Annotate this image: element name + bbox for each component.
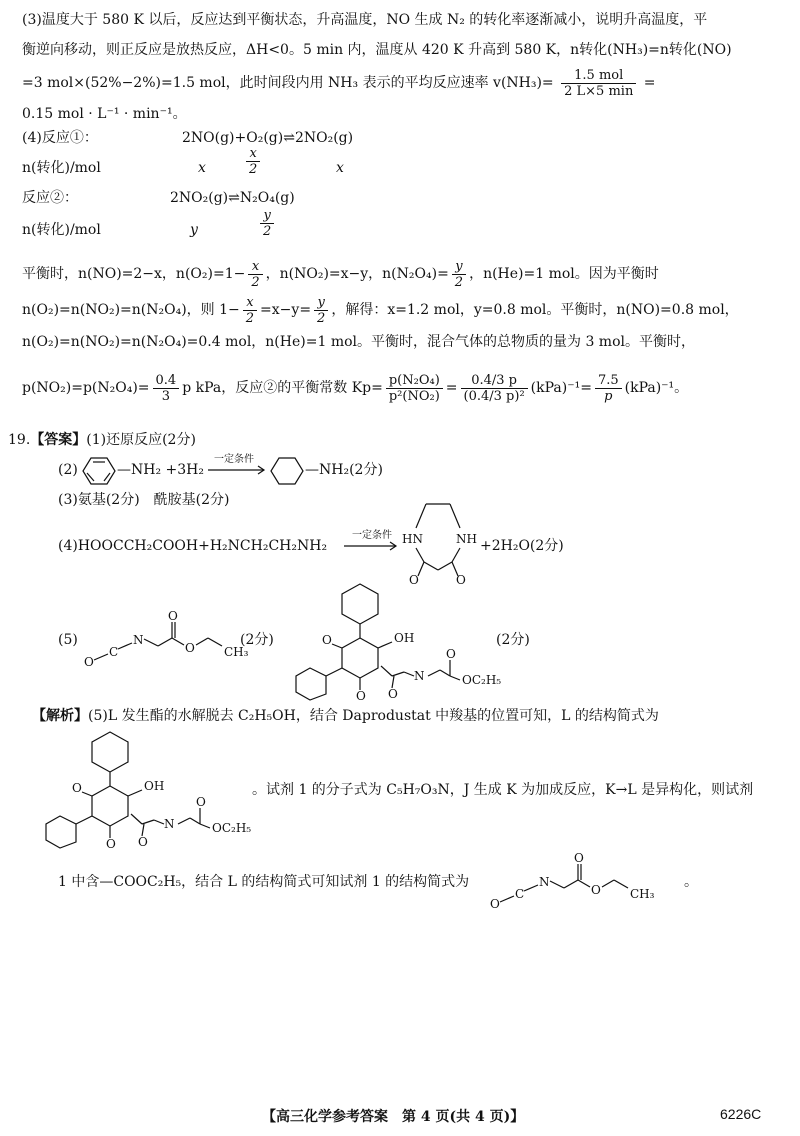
a2-end: —NH₂(2分): [305, 462, 383, 478]
ch3-label-2: CH₃: [630, 887, 655, 901]
ester-o-top: O: [168, 609, 178, 623]
r2-label: 反应②：: [22, 190, 78, 206]
oc2h5-label-2: OC₂H₅: [212, 821, 252, 835]
iso2-c: C: [515, 887, 525, 901]
rate-fraction: [561, 68, 636, 99]
pyrimidine-structure-2: [46, 728, 256, 851]
r2-y2-num: y: [260, 208, 274, 224]
o-label-left: O: [409, 573, 419, 587]
analysis-end: 。: [684, 874, 698, 890]
a4-condition: 一定条件: [352, 530, 392, 541]
eq3: n(O₂)=n(NO₂)=n(N₂O₄)=0.4 mol，n(He)=1 mol。平衡时，混合气体的总物质的量为 3 mol。平衡时，: [22, 334, 695, 350]
hn-label: HN: [402, 532, 423, 546]
a5-score-2: (2分): [496, 632, 530, 648]
iso2-n: N: [539, 875, 550, 889]
eq4e: (kPa)⁻¹。: [624, 380, 689, 396]
iso2-o: O: [490, 897, 500, 911]
ch3-label: CH₃: [224, 645, 249, 659]
big-den: (0.4/3 p)²: [463, 388, 525, 404]
iso-n: N: [133, 633, 144, 647]
r2-n-label: n(转化)/mol: [22, 222, 101, 238]
o-label-2b: O: [106, 837, 116, 851]
pyrimidine-structure-1: [296, 580, 506, 703]
eq4d: (kPa)⁻¹=: [530, 380, 592, 396]
answer-1: (1)还原反应(2分): [86, 432, 196, 448]
eq2c: ，解得：x=1.2 mol，y=0.8 mol。平衡时，n(NO)=0.8 mol，: [331, 302, 739, 318]
a5-prefix: (5): [58, 632, 78, 648]
r1-x2-num: x: [246, 146, 260, 162]
o-label-2a: O: [72, 781, 82, 795]
analysis-tag: 【解析】: [32, 708, 88, 724]
r1-x2-den: 2: [249, 162, 258, 177]
eq1: 平衡时，n(NO)=2−x，n(O₂)=1− $\frac{x}{2}$ ，n(NO₂)=x−y，n(N₂O₄)= $\frac{y}{2}$ ，n(He)=1 mol。因为平衡时: [22, 258, 659, 290]
a2-prefix: (2): [58, 462, 78, 478]
o-label-2d: O: [196, 795, 206, 809]
analysis-line1: [32, 706, 659, 726]
iso-c: C: [109, 645, 119, 659]
eq1a: 平衡时，n(NO)=2−x，n(O₂)=1−: [22, 266, 246, 282]
a2-arrow: [208, 466, 268, 476]
p3-line3: [22, 66, 656, 100]
oh-label-2: OH: [144, 779, 165, 793]
a4-prefix: (4)HOOCCH₂COOH+H₂NCH₂CH₂NH₂: [58, 538, 328, 554]
analysis-text-1: (5)L 发生酯的水解脱去 C₂H₅OH，结合 Daprodustat 中羧基的位置可知，L 的结构简式为: [88, 708, 659, 724]
r2-equation: 2NO₂(g)⇌N₂O₄(g): [170, 190, 295, 206]
r1-equation: 2NO(g)+O₂(g)⇌2NO₂(g): [182, 130, 354, 146]
p3-line2: 衡逆向移动，则正反应是放热反应，ΔH<0。5 min 内，温度从 420 K 升高到 580 K，n转化(NH₃)=n转化(NO): [22, 42, 732, 58]
eq2b: =x−y=: [260, 302, 312, 318]
oh-label: OH: [394, 631, 415, 645]
amide-n-2: N: [164, 817, 175, 831]
analysis-line3: 1 中含—COOC₂H₅，结合 L 的结构简式可知试剂 1 的结构简式为: [58, 874, 470, 890]
answer-tag: 【答案】: [30, 432, 87, 448]
kp-den: p²(NO₂): [388, 388, 440, 404]
q19-header: [8, 430, 196, 450]
q19-number: 19.: [8, 432, 31, 448]
o-label-c: O: [388, 687, 398, 701]
eq4: [22, 358, 688, 418]
benzene-ring: [82, 456, 116, 486]
r2-y1: y: [190, 222, 198, 238]
kp-num: p(N₂O₄): [386, 373, 443, 389]
rate-fraction-num: 1.5 mol: [561, 68, 636, 84]
o-label-right: O: [456, 573, 466, 587]
p3-line4: 0.15 mol · L⁻¹ · min⁻¹。: [22, 106, 187, 122]
amide-n: N: [414, 669, 425, 683]
r1-n-label: n(转化)/mol: [22, 160, 101, 176]
answer-3: (3)氨基(2分) 酰胺基(2分): [58, 492, 230, 508]
p3-line3b: =: [643, 75, 656, 91]
oc2h5-label: OC₂H₅: [462, 673, 502, 687]
a4-arrow: [344, 542, 400, 552]
p3-line3a: =3 mol×(52%−2%)=1.5 mol，此时间段内用 NH₃ 表示的平均反应速率 v(NH₃)=: [22, 75, 554, 91]
o-label-2c: O: [138, 835, 148, 849]
res-num: 7.5: [595, 373, 622, 389]
ester-o: O: [185, 641, 195, 655]
p3-line1: (3)温度大于 580 K 以后，反应达到平衡状态，升高温度，NO 生成 N₂ 的转化率逐渐减小，说明升高温度，平: [22, 12, 708, 28]
eq2: n(O₂)=n(NO₂)=n(N₂O₄)，则 1− $\frac{x}{2}$ =x−y= $\frac{y}{2}$ ，解得：x=1.2 mol，y=0.8 mol。平衡时，n(NO)=0.8 mol，: [22, 294, 739, 326]
r1-x3: x: [336, 160, 344, 176]
page-code: 6226C: [720, 1106, 762, 1122]
f04-num: 0.4: [153, 373, 180, 389]
diazepane-dione: [398, 498, 478, 587]
a2-condition: 一定条件: [214, 454, 254, 465]
r2-y2: [260, 208, 274, 239]
eq4b: p kPa，反应②的平衡常数 Kp=: [182, 380, 383, 396]
r1-x2: [246, 146, 260, 177]
o-label-b: O: [356, 689, 366, 703]
o-label-d: O: [446, 647, 456, 661]
a4-end: +2H₂O(2分): [480, 538, 564, 554]
big-num: 0.4/3 p: [461, 373, 528, 389]
eq2a: n(O₂)=n(NO₂)=n(N₂O₄)，则 1−: [22, 302, 240, 318]
a5-score-1: (2分): [240, 632, 274, 648]
eq4c: =: [445, 380, 458, 396]
isocyanate-ester-structure-2: [490, 851, 680, 914]
eq1c: ，n(He)=1 mol。因为平衡时: [469, 266, 659, 282]
ester2-o: O: [591, 883, 601, 897]
iso-o: O: [84, 655, 94, 669]
analysis-line2: 。试剂 1 的分子式为 C₅H₇O₃N，J 生成 K 为加成反应，K→L 是异构化，则试剂: [252, 782, 754, 798]
eq1b: ，n(NO₂)=x−y，n(N₂O₄)=: [265, 266, 449, 282]
r1-label: (4)反应①：: [22, 130, 98, 146]
res-den: p: [604, 388, 613, 404]
r1-x1: x: [198, 160, 206, 176]
r2-y2-den: 2: [263, 224, 272, 239]
page-footer-title: 【高三化学参考答案 第 4 页(共 4 页)】: [262, 1109, 525, 1125]
f04-den: 3: [161, 388, 171, 404]
nh-label: NH: [456, 532, 477, 546]
a2-mid: —NH₂ +3H₂: [117, 462, 204, 478]
cyclohexane-ring: [270, 456, 304, 486]
ester2-o-top: O: [574, 851, 584, 865]
rate-fraction-den: 2 L×5 min: [564, 83, 634, 99]
eq4a: p(NO₂)=p(N₂O₄)=: [22, 380, 150, 396]
o-label-a: O: [322, 633, 332, 647]
